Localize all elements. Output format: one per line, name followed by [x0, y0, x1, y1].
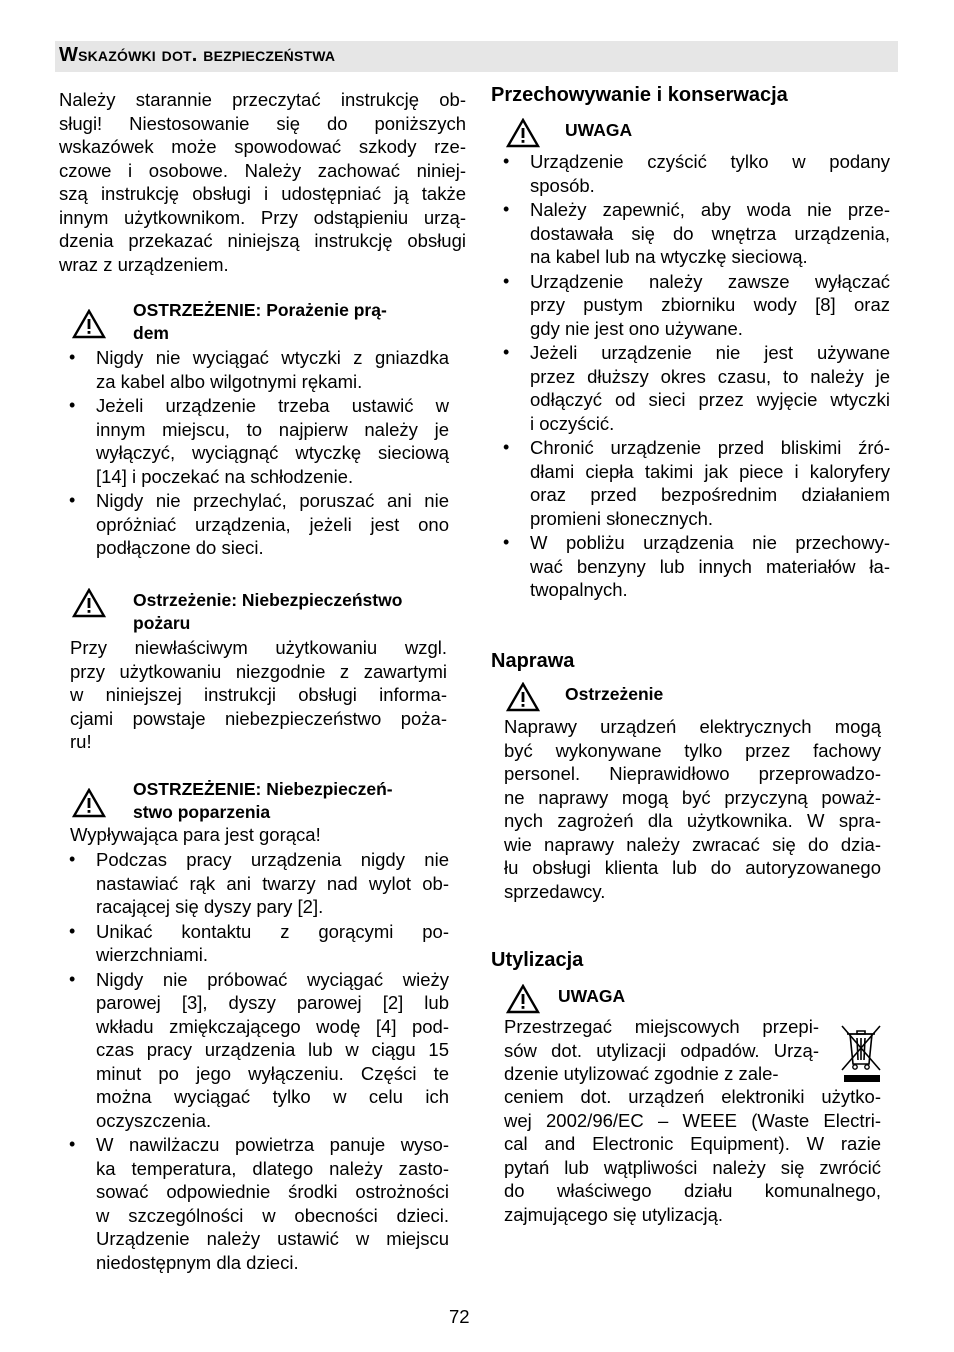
text-line: oraz przed bezpośrednim działaniem	[530, 484, 890, 505]
warning-title-disposal: UWAGA	[558, 986, 626, 1006]
bullet-icon: •	[503, 151, 510, 171]
text-line: nych zagrożeń dla użytkownika. W spra-	[504, 810, 881, 831]
warning-triangle-icon	[72, 588, 106, 618]
text-line: nastawiać rąk ani twarzy nad wylot ob-	[96, 872, 449, 894]
text-line: pytań lub wątpliwości należy się zwrócić	[504, 1156, 881, 1178]
list-item	[96, 1133, 449, 1274]
text-line: w szczególności w obecności dzieci.	[96, 1204, 449, 1226]
heading-storage: Przechowywanie i konserwacja	[491, 84, 788, 106]
text-line: podłączone do sieci.	[96, 537, 264, 558]
intro-text	[59, 88, 466, 276]
warning-title-storage: UWAGA	[565, 120, 633, 140]
text-line: wraz z urządzeniem.	[59, 253, 229, 275]
text-line: do właściwego działu komunalnego,	[504, 1180, 881, 1201]
text-line: Naprawy urządzeń elektrycznych mogą	[504, 716, 881, 737]
text-line: Podczas pracy urządzenia nigdy nie	[96, 849, 449, 870]
text-line: promieni słonecznych.	[530, 507, 714, 529]
fire-warning-text	[70, 636, 447, 754]
list-item	[96, 848, 449, 919]
warning-triangle-icon	[506, 682, 540, 712]
text-line: wierzchniami.	[96, 944, 209, 965]
warning-triangle-icon	[506, 984, 540, 1014]
warning-triangle-icon	[72, 309, 106, 339]
text-line: parowej [3], dyszy parowej [2] lub	[96, 992, 449, 1013]
bullet-icon: •	[69, 849, 76, 869]
warning-triangle-icon	[72, 788, 106, 818]
text-line: Przestrzegać miejscowych przepi-	[504, 1016, 819, 1037]
heading-disposal: Utylizacja	[491, 949, 584, 971]
text-line: wej 2002/96/EC – WEEE (Waste Electri-	[504, 1109, 881, 1131]
text-line: Jeżeli urządzenie trzeba ustawić w	[96, 395, 449, 416]
text-line: Nigdy nie wyciągać wtyczki z gniazdka	[96, 347, 449, 368]
text-line: innym użytkownikom. Przy odstąpieniu urzą-	[59, 206, 466, 228]
text-line: racającej się dyszy pary [2].	[96, 896, 324, 917]
text-line: sować odpowiednie środki ostrożności	[96, 1181, 449, 1202]
bullet-icon: •	[69, 1134, 76, 1154]
text-line: Urządzenie czyścić tylko w podany	[530, 151, 890, 172]
text-line: sługi! Niestosowanie się do poniższych	[59, 112, 466, 134]
text-line: oczyszczenia.	[96, 1109, 212, 1131]
list-item	[530, 436, 890, 530]
text-line: na kabel lub na wtyczkę sieciową.	[530, 246, 808, 267]
text-line: odłączyć od sieci przez wyjęcie wtyczki	[530, 389, 890, 410]
text-line: ne naprawy mogą być przyczyną poważ-	[504, 786, 881, 808]
bullet-icon: •	[503, 532, 510, 552]
warning-title-repair: Ostrzeżenie	[565, 684, 664, 704]
text-line: Nigdy nie przechylać, poruszać ani nie	[96, 490, 449, 511]
text-line: dzenie utylizować zgodnie z zale-	[504, 1063, 779, 1084]
bullet-icon: •	[69, 968, 76, 989]
text-line: czowe i osobowe. Należy zachować niniej-	[59, 159, 466, 181]
text-line: Należy starannie przeczytać instrukcję ob-	[59, 89, 466, 110]
text-line: czas pracy urządzenia lub w ciągu 15	[96, 1039, 449, 1060]
text-line: minut po jego wyłączeniu. Części te	[96, 1062, 449, 1084]
text-line: niedostępnym dla dzieci.	[96, 1251, 299, 1273]
page-number: 72	[449, 1306, 470, 1327]
bullet-icon: •	[503, 437, 510, 457]
bullet-icon: •	[69, 347, 76, 367]
bullet-icon: •	[503, 270, 510, 291]
text-line: personel. Nieprawidłowo przeprowadzo-	[504, 763, 881, 784]
text-line: wyłączyć, wyciągnąć wtyczkę sieciową	[96, 442, 449, 463]
text-line: Urządzenie należy ustawić w miejscu	[96, 1228, 449, 1249]
text-line: wkładu zmiękczającego wodę [4] pod-	[96, 1015, 449, 1037]
text-line: Urządzenie należy zawsze wyłączać	[530, 270, 890, 292]
text-line: Należy zapewnić, aby woda nie prze-	[530, 199, 890, 220]
list-item	[96, 968, 449, 1133]
burn-warning-lead: Wypływająca para jest gorąca!	[70, 824, 321, 845]
text-line: Chronić urządzenie przed bliskimi źró-	[530, 437, 890, 458]
text-line: cal and Electronic Equipment). W razie	[504, 1133, 881, 1154]
text-line: ru!	[70, 731, 92, 752]
list-item	[530, 341, 890, 435]
text-line: przy pustym zbiorniku wody [8] oraz	[530, 294, 890, 315]
text-line: [14] i poczekać na schłodzenie.	[96, 465, 354, 487]
text-line: wskazówek może spowodować szkody rze-	[59, 136, 466, 157]
text-line: Nigdy nie próbować wyciągać wieży	[96, 968, 449, 990]
text-line: opróżniać urządzenia, jeżeli jest ono	[96, 513, 449, 535]
list-item	[96, 346, 449, 393]
list-item	[96, 920, 449, 967]
text-line: W nawilżaczu powietrza panuje wyso-	[96, 1134, 449, 1155]
text-line: być wykonywane tylko przez fachowy	[504, 739, 881, 761]
disposal-text-short	[504, 1015, 819, 1086]
text-line: zajmującego się utylizacją.	[504, 1203, 724, 1225]
text-line: szą instrukcję obsługi i udostępniać ją także	[59, 183, 466, 204]
text-line: W pobliżu urządzenia nie przechowy-	[530, 532, 890, 553]
warning-title-electric-shock: OSTRZEŻENIE: Porażenie prą- dem	[133, 300, 387, 343]
text-line: Przy niewłaściwym użytkowaniu wzgl.	[70, 637, 447, 658]
text-line: dłami ciepła takimi jak piece i kaloryfery	[530, 460, 890, 482]
heading-repair: Naprawa	[491, 650, 575, 672]
bullet-icon: •	[69, 395, 76, 415]
text-line: dostawała się do wnętrza urządzenia,	[530, 222, 890, 244]
text-line: dzenia przekazać niniejszą instrukcję obsługi	[59, 230, 466, 251]
text-line: gdy nie jest ono używane.	[530, 317, 743, 339]
text-line: cjami powstaje niebezpieczeństwo poża-	[70, 707, 447, 729]
text-line: za kabel albo wilgotnymi rękami.	[96, 370, 363, 392]
text-line: przez dłuższy okres czasu, to należy je	[530, 365, 890, 387]
list-item	[530, 198, 890, 269]
text-line: w niniejszej instrukcji obsługi informa-	[70, 684, 447, 705]
text-line: Unikać kontaktu z gorącymi po-	[96, 920, 449, 942]
weee-crossed-bin-icon	[838, 1020, 884, 1084]
list-item	[530, 270, 890, 341]
text-line: i oczyścić.	[530, 412, 615, 434]
text-line: można wyciągać tylko w celu ich	[96, 1086, 449, 1107]
text-line: przy użytkowaniu niezgodnie z zawartymi	[70, 660, 447, 682]
text-line: twopalnych.	[530, 579, 628, 600]
text-line: wać benzyny lub innych materiałów ła-	[530, 555, 890, 577]
warning-title-fire: Ostrzeżenie: Niebezpieczeństwo pożaru	[133, 590, 403, 633]
text-line: sposób.	[530, 174, 595, 196]
bullet-icon: •	[69, 920, 76, 941]
text-line: ka temperatura, dlatego należy zasto-	[96, 1157, 449, 1179]
bullet-icon: •	[69, 490, 76, 510]
list-item	[530, 531, 890, 602]
warning-title-burn: OSTRZEŻENIE: Niebezpieczeń- stwo poparzenia	[133, 779, 393, 822]
list-item	[530, 150, 890, 197]
text-line: łu obsługi klienta lub do autoryzowanego	[504, 857, 881, 878]
text-line: sów dot. utylizacji odpadów. Urzą-	[504, 1039, 819, 1061]
text-line: Jeżeli urządzenie nie jest używane	[530, 342, 890, 363]
text-line: ceniem dot. urządzeń elektroniki użytko-	[504, 1086, 881, 1107]
repair-text	[504, 715, 881, 903]
warning-triangle-icon	[506, 118, 540, 148]
page-title: Wskazówki dot. bezpieczeństwa	[59, 44, 336, 66]
text-line: innym miejscu, to najpierw należy je	[96, 418, 449, 440]
text-line: sprzedawcy.	[504, 880, 606, 902]
list-item	[96, 394, 449, 488]
bullet-icon: •	[503, 199, 510, 219]
text-line: wie naprawy należy zwracać się do dzia-	[504, 833, 881, 855]
disposal-text	[504, 1085, 881, 1226]
bullet-icon: •	[503, 342, 510, 362]
list-item	[96, 489, 449, 560]
